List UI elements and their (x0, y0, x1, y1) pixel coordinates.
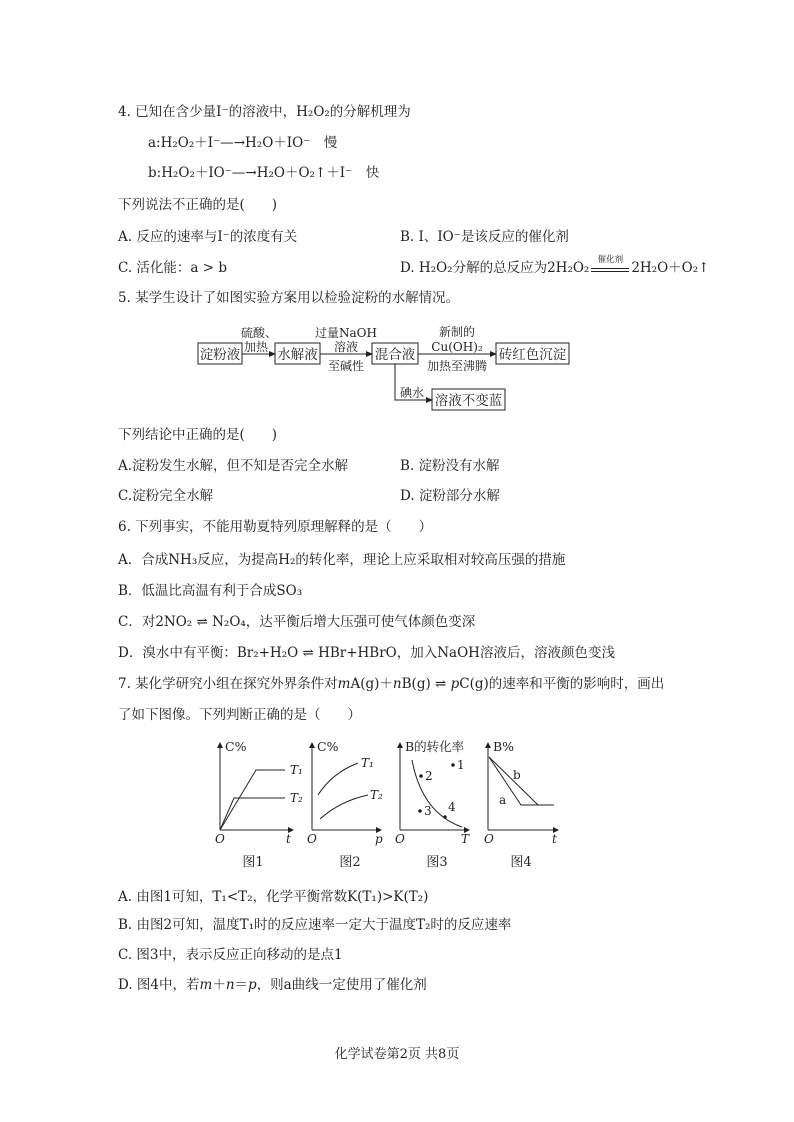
fig3-point-4-dot (443, 815, 447, 819)
box-starch-solution-label: 淀粉液 (199, 347, 241, 363)
q7-option-b: B. 由图2可知，温度T₁时的反应速率一定大于温度T₂时的反应速率 (118, 917, 512, 933)
step2-label-line2: 溶液 (333, 340, 359, 354)
catalyst-condition (591, 255, 629, 276)
q4-prompt: 下列说法不正确的是( ) (118, 197, 278, 213)
fig2-t1-label: T₁ (361, 756, 374, 770)
fig2-caption: 图2 (339, 855, 361, 870)
fig2-y-label: C% (317, 739, 339, 754)
q6-option-d: D．溴水中有平衡：Br₂+H₂O ⇌ HBr+HBrO，加入NaOH溶液后，溶液颜色变浅 (118, 645, 615, 661)
fig1-origin: O (215, 832, 225, 846)
fig4-caption: 图4 (510, 855, 532, 870)
q4-option-d (400, 255, 710, 276)
fig2-curve-t1 (318, 763, 358, 795)
q7-option-c: C. 图3中，表示反应正向移动的是点1 (118, 947, 343, 963)
q5-option-a: A.淀粉发生水解，但不知是否完全水解 (118, 458, 349, 474)
fig3-curve (412, 760, 462, 827)
q4-step-b: b:H₂O₂＋IO⁻—→H₂O＋O₂↑＋I⁻ 快 (148, 165, 380, 181)
figure-1 (215, 739, 303, 870)
q7-option-d-part3: ＝ (234, 977, 249, 993)
q5-stem: 5. 某学生设计了如图实验方案用以检验淀粉的水解情况。 (118, 290, 460, 306)
step4-label: 碘水 (399, 386, 425, 400)
q7-stem (118, 676, 664, 692)
q5-option-c: C.淀粉完全水解 (118, 488, 214, 504)
fig1-caption: 图1 (242, 855, 264, 870)
fig3-point-2-dot (419, 774, 423, 778)
q7-stem-n: n (392, 676, 402, 692)
box-hydrolysate-label: 水解液 (277, 347, 318, 363)
q7-option-d-part1: D. 图4中，若 (118, 977, 200, 993)
q7-stem-part3: B(g) ⇌ (401, 676, 451, 692)
q5-option-d: D. 淀粉部分水解 (400, 488, 500, 504)
q7-stem-line2: 了如下图像。下列判断正确的是（ ） (118, 707, 361, 723)
q4-option-d-prefix: D. H₂O₂分解的总反应为2H₂O₂ (400, 260, 590, 276)
fig1-x-label: t (286, 832, 291, 846)
fig3-origin: O (395, 832, 405, 846)
fig4-origin: O (484, 832, 494, 846)
catalyst-equal-bar (591, 268, 629, 272)
step3-label-line2: Cu(OH)₂ (431, 340, 483, 354)
figure-4 (484, 739, 558, 870)
q7-option-d-p: p (248, 977, 257, 993)
fig3-point-1-label: 1 (457, 758, 465, 772)
step1-label-line1: 硫酸、 (240, 326, 278, 340)
q7-option-d (118, 977, 427, 993)
fig1-curve-t1 (220, 770, 285, 830)
q7-stem-part1: 7. 某化学研究小组在探究外界条件对 (118, 676, 338, 692)
q4-stem: 4. 已知在含少量I⁻的溶液中，H₂O₂的分解机理为 (118, 104, 411, 120)
fig2-curve-t2 (320, 795, 368, 819)
q6-option-b: B．低温比高温有利于合成SO₃ (118, 583, 303, 599)
hydrolysis-flowchart (190, 320, 575, 415)
box-brick-red-precipitate-label: 砖红色沉淀 (498, 347, 567, 363)
step3-label-line1: 新制的 (438, 325, 476, 339)
q6-option-c: C．对2NO₂ ⇌ N₂O₄，达平衡后增大压强可使气体颜色变深 (118, 614, 476, 630)
fig2-t2-label: T₂ (370, 788, 383, 802)
q7-stem-part2: A(g)＋ (350, 676, 393, 692)
fig4-x-label: t (552, 832, 557, 846)
step1-label-line2: 加热 (243, 340, 269, 354)
q6-stem: 6. 下列事实，不能用勒夏特列原理解释的是（ ） (118, 519, 433, 535)
fig3-point-3-label: 3 (424, 804, 432, 818)
q4-option-b: B. I、IO⁻是该反应的催化剂 (400, 229, 569, 245)
q6-option-a: A．合成NH₃反应，为提高H₂的转化率，理论上应采取相对较高压强的措施 (118, 552, 566, 568)
fig4-curve-b-label: b (513, 768, 521, 782)
fig1-y-label: C% (225, 739, 247, 754)
q7-option-d-n: n (225, 977, 235, 993)
step3-label-line3: 加热至沸腾 (426, 359, 488, 373)
fig2-origin: O (307, 832, 317, 846)
q5-prompt: 下列结论中正确的是( ) (118, 427, 278, 443)
fig2-x-label: p (375, 832, 383, 846)
q7-option-d-part2: ＋ (212, 977, 226, 993)
fig4-curve-a-label: a (499, 793, 507, 807)
fig3-point-2-label: 2 (425, 769, 433, 783)
q7-option-a: A. 由图1可知，T₁<T₂，化学平衡常数K(T₁)>K(T₂) (118, 889, 429, 905)
q4-option-c: C. 活化能：a > b (118, 260, 228, 276)
q7-figures (200, 735, 570, 875)
q7-stem-m: m (337, 676, 351, 692)
fig3-point-3-dot (418, 809, 422, 813)
step2-label-line1: 过量NaOH (315, 326, 377, 340)
fig1-t1-label: T₁ (290, 763, 303, 777)
catalyst-label: 催化剂 (597, 255, 624, 265)
step2-label-line3: 至碱性 (327, 359, 365, 373)
fig3-point-4-label: 4 (448, 800, 456, 814)
fig4-y-label: B% (493, 739, 515, 754)
q4-option-d-suffix: 2H₂O＋O₂↑ (631, 260, 710, 276)
figure-3 (395, 739, 470, 870)
figure-2 (307, 739, 383, 870)
fig1-t2-label: T₂ (290, 791, 303, 805)
fig3-y-label: B的转化率 (405, 739, 465, 754)
q4-step-a: a:H₂O₂＋I⁻—→H₂O＋IO⁻ 慢 (148, 135, 338, 151)
q7-stem-p: p (450, 676, 460, 692)
q7-option-d-m: m (199, 977, 213, 993)
fig3-x-label: T (461, 832, 470, 846)
q7-stem-part4: C(g)的速率和平衡的影响时，画出 (459, 676, 665, 692)
q7-option-d-part4: ，则a曲线一定使用了催化剂 (256, 977, 427, 993)
box-solution-not-blue-label: 溶液不变蓝 (434, 393, 503, 409)
q4-option-a: A. 反应的速率与I⁻的浓度有关 (118, 229, 298, 245)
fig3-point-1-dot (451, 763, 455, 767)
q5-option-b: B. 淀粉没有水解 (400, 458, 500, 474)
page-footer: 化学试卷第2页 共8页 (334, 1047, 460, 1062)
fig3-caption: 图3 (426, 855, 448, 870)
box-mixture-label: 混合液 (374, 347, 416, 363)
